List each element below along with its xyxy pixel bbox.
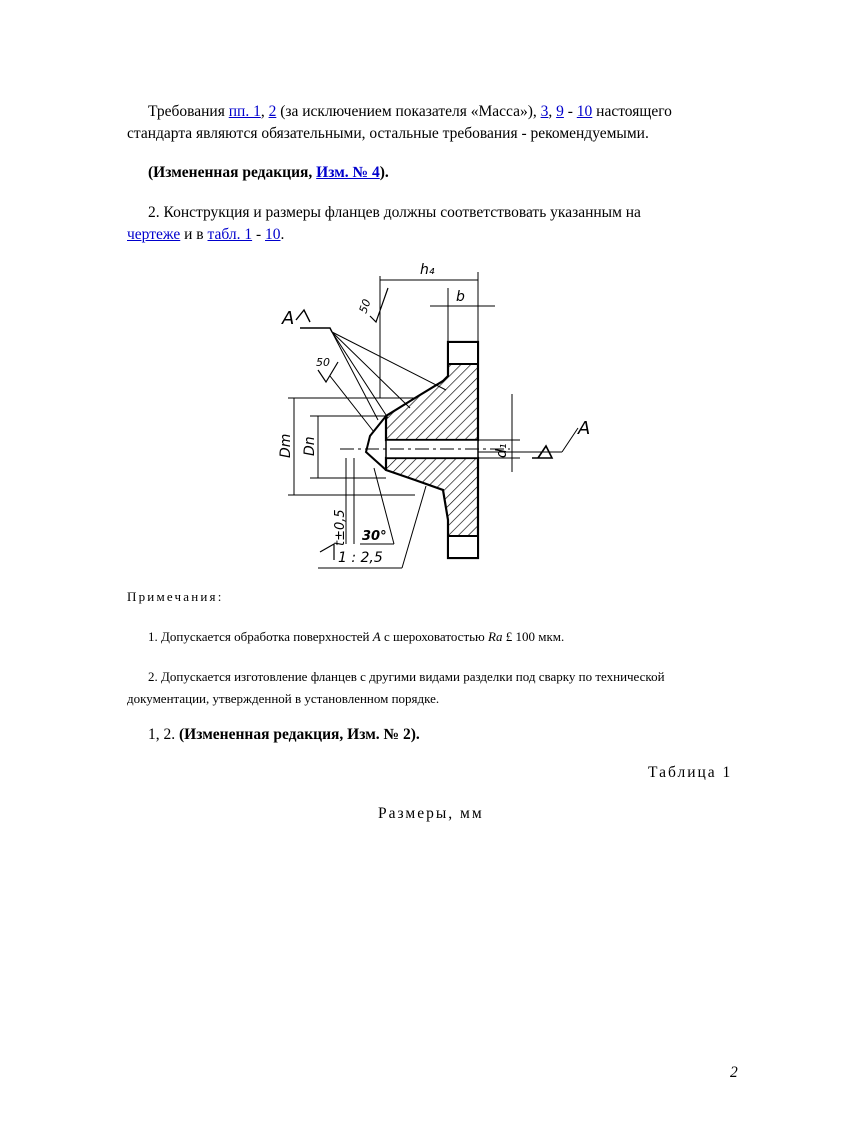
- construction-paragraph-line1: 2. Конструкция и размеры фланцев должны соответствовать указанным на: [148, 204, 641, 221]
- slope-symbol: [320, 544, 334, 560]
- label-b: b: [456, 289, 465, 305]
- leader-5: [330, 376, 374, 432]
- weld-bevel: [366, 416, 386, 470]
- label-A-right: A: [578, 418, 591, 439]
- label-A-left: A: [282, 308, 295, 329]
- link-item-3[interactable]: 3: [540, 103, 549, 120]
- label-t: t±0,5: [333, 509, 348, 546]
- label-angle-30: 30°: [362, 529, 387, 544]
- label-Dn: Dn: [302, 436, 318, 456]
- label-roughness-50-left: 50: [316, 356, 330, 369]
- sizes-label: Размеры, мм: [378, 805, 484, 822]
- requirements-paragraph-line1: Требования пп. 1, 2 (за исключением показателя «Масса»), 3, 9 - 10 настоящего: [148, 103, 672, 120]
- surface-A-mark: [296, 310, 332, 332]
- upper-bolt-hole: [448, 342, 478, 364]
- label-roughness-50-top: 50: [356, 297, 374, 316]
- link-item-2[interactable]: 2: [268, 103, 277, 120]
- label-Dm: Dm: [278, 433, 294, 458]
- amendment-note-2: 1, 2. (Измененная редакция, Изм. № 2).: [148, 726, 420, 743]
- note-2-line2: документации, утвержденной в установленном порядке.: [127, 691, 440, 706]
- note-2-line1: 2. Допускается изготовление фланцев с другими видами разделки под сварку по технической: [148, 669, 665, 684]
- lower-bolt-hole: [448, 536, 478, 558]
- slope-leader: [402, 486, 426, 568]
- roughness-mark-top: [370, 288, 388, 322]
- flange-drawing: [270, 258, 610, 578]
- leader-4: [332, 332, 378, 420]
- label-slope: 1 : 2,5: [338, 550, 383, 566]
- label-h4: h₄: [420, 262, 435, 278]
- link-table-1[interactable]: табл. 1: [207, 226, 253, 243]
- link-item-10[interactable]: 10: [576, 103, 593, 120]
- leader-1: [332, 332, 446, 390]
- leader-2: [332, 332, 410, 408]
- link-amendment-4[interactable]: Изм. № 4: [316, 164, 380, 181]
- table-label: Таблица 1: [648, 764, 733, 781]
- link-table-10[interactable]: 10: [265, 226, 281, 243]
- amendment-note-4: (Измененная редакция, Изм. № 4).: [148, 164, 389, 181]
- note-1: 1. Допускается обработка поверхностей А с шероховатостью Ra £ 100 мкм.: [148, 629, 565, 644]
- link-drawing[interactable]: чертеже: [127, 226, 181, 243]
- label-d1: d₁: [494, 443, 510, 458]
- link-item-9[interactable]: 9: [556, 103, 564, 120]
- page-number: 2: [730, 1064, 738, 1081]
- notes-heading: Примечания:: [127, 589, 224, 604]
- A-right-leader: [562, 428, 578, 452]
- requirements-paragraph-line2: стандарта являются обязательными, остальные требования - рекомендуемыми.: [127, 125, 649, 142]
- construction-paragraph-line2: чертеже и в табл. 1 - 10.: [127, 226, 285, 243]
- link-pp1[interactable]: пп. 1: [228, 103, 261, 120]
